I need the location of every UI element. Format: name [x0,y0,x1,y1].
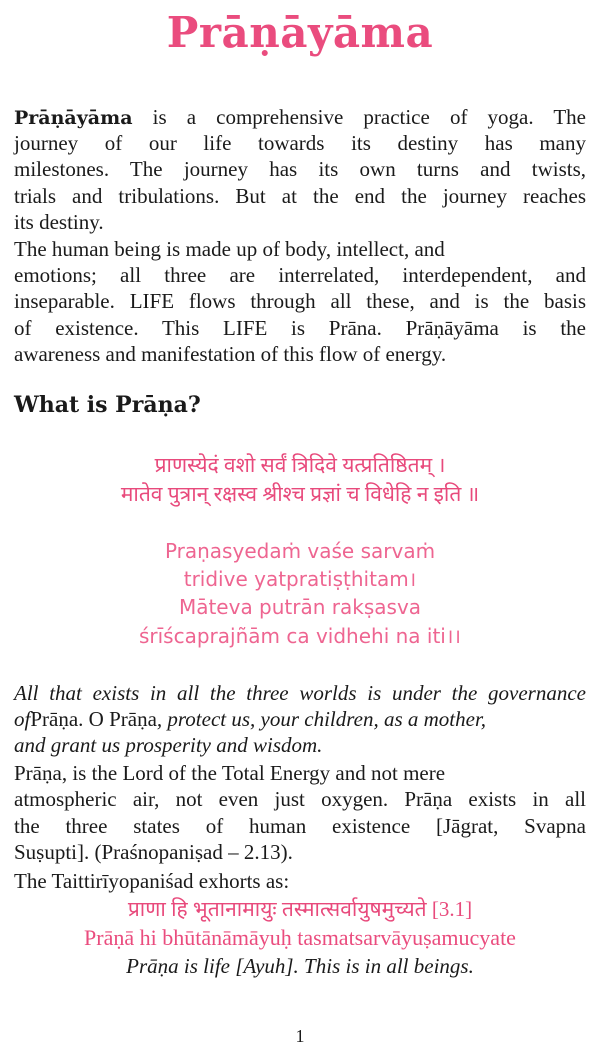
text-line [14,262,586,288]
text-segment: of [14,707,31,731]
text-segment: प्राणा हि भूतानामायुः तस्मात्सर्वायुषमुच्यते [3.1] [127,897,473,921]
text-segment: All that exists in all the three worlds is under the governance [14,681,586,705]
page-title: Prāṇāyāma [166,8,434,57]
text-line [14,594,586,620]
text-segment: The Taittirīyopaniśad exhorts as: [14,869,290,893]
text-line [14,839,586,865]
text-segment: Prāṇa, is the Lord of the Total Energy and not mere [14,761,446,785]
text-line [14,209,586,235]
text-segment: inseparable. LIFE flows through all these, and is the basis [14,289,586,313]
text-segment: Suṣupti]. (Praśnopaniṣad – 2.13). [14,840,293,864]
text-line [14,452,586,478]
text-line [14,868,586,894]
text-segment: śrīścaprajñām ca vidhehi na iti।। [138,624,462,648]
text-line [14,813,586,839]
text-line [14,104,586,131]
text-segment: , protect us, your children, as a mother, [156,707,487,731]
text-line [14,760,586,786]
text-segment: emotions; all three are interrelated, interdependent, and [14,263,586,287]
text-segment: atmospheric air, not even just oxygen. Prāṇa exists in all [14,787,586,811]
text-segment: Prāṇā hi bhūtānāmāyuḥ tasmatsarvāyuṣamucyate [84,925,516,950]
text-line [14,183,586,209]
text-line [14,315,586,341]
text-segment: प्राणस्येदं वशो सर्वं त्रिदिवे यत्प्रतिष्ठितम् । [154,453,446,477]
text-line [14,236,586,262]
text-line [14,156,586,182]
text-segment: and grant us prosperity and wisdom. [14,733,323,757]
text-segment: Prāṇa. O Prāṇa [30,707,157,731]
page-number: 1 [295,1026,305,1046]
text-line [14,566,586,592]
text-segment: मातेव पुत्रान् रक्षस्व श्रीश्च प्रज्ञां च विधेहि न इति ॥ [120,482,480,506]
text-segment: Prāṇāyāma [14,107,133,129]
text-line [14,341,586,367]
text-line [14,706,586,732]
text-segment: tridive yatpratiṣṭhitam। [183,567,417,591]
text-segment: Māteva putrān rakṣasva [178,595,422,619]
text-line [14,925,586,951]
text-segment: Prāṇa is life [Ayuh]. This is in all beings. [126,954,474,978]
text-segment: trials and tribulations. But at the end the journey reaches [14,184,586,208]
text-line [14,538,586,564]
text-segment: journey of our life towards its destiny has many [14,131,586,155]
text-line [14,896,586,922]
text-line [14,623,586,649]
text-segment: of existence. This LIFE is Prāna. Prāṇāyāma is the [14,316,586,340]
text-segment: The human being is made up of body, intellect, and [14,237,445,261]
text-segment: the three states of human existence [Jāgrat, Svapna [14,814,586,838]
section-heading: What is Prāṇa? [14,392,201,418]
text-segment: awareness and manifestation of this flow of energy. [14,342,447,366]
text-line [14,481,586,507]
text-segment: its destiny. [14,210,104,234]
text-segment: is a comprehensive practice of yoga. The [132,105,586,129]
text-line [14,130,586,156]
text-segment: Praṇasyedaṁ vaśe sarvaṁ [164,539,436,563]
text-line [14,288,586,314]
text-segment: milestones. The journey has its own turns and twists, [14,157,586,181]
text-line [14,953,586,979]
text-line [14,680,586,706]
text-line [14,732,586,758]
text-line [14,786,586,812]
